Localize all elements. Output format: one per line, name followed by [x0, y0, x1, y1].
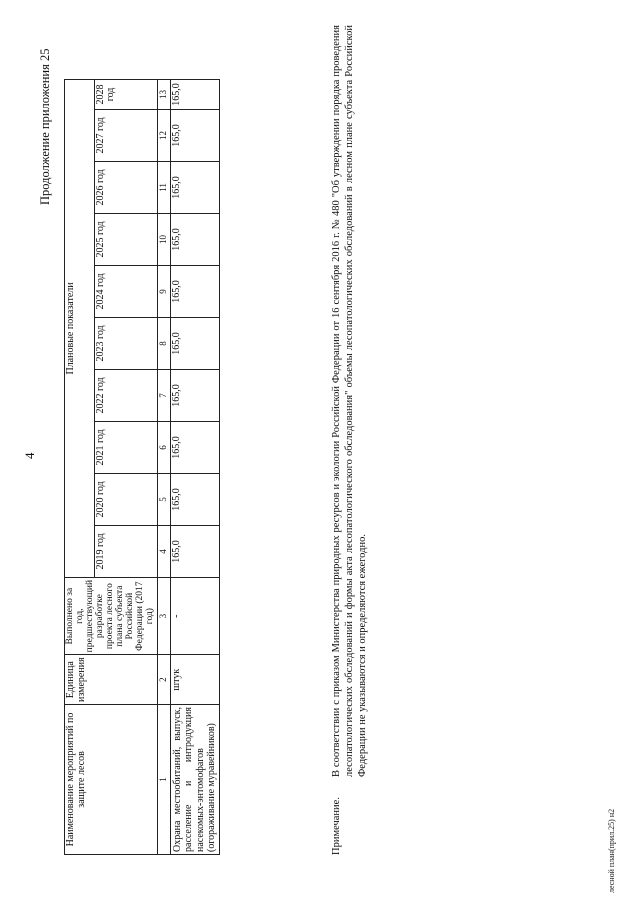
header-year: 2028 год [94, 79, 157, 109]
header-unit: Единица измерения [65, 655, 158, 705]
header-year: 2021 год [94, 421, 157, 473]
header-year: 2025 год [94, 213, 157, 265]
column-number: 12 [157, 109, 170, 161]
row-value: 165,0 [170, 161, 219, 213]
column-number: 2 [157, 655, 170, 705]
header-year: 2024 год [94, 265, 157, 317]
column-number: 10 [157, 213, 170, 265]
appendix-title: Продолжение приложения 25 [38, 48, 52, 205]
header-year: 2023 год [94, 317, 157, 369]
column-number: 4 [157, 525, 170, 577]
row-activity: Охрана местообитаний, выпуск, расселение и интродукция насекомых-энтомофагов (огораживание муравейников) [170, 705, 219, 855]
row-value: 165,0 [170, 213, 219, 265]
footer-code: лесной план(прил.25) н2 [607, 808, 616, 893]
column-number: 9 [157, 265, 170, 317]
forest-protection-table [64, 79, 220, 855]
row-value: 165,0 [170, 421, 219, 473]
page-number: 4 [22, 452, 37, 459]
row-unit: штук [170, 655, 219, 705]
column-number: 6 [157, 421, 170, 473]
column-number: 1 [157, 705, 170, 855]
column-number: 5 [157, 473, 170, 525]
column-number: 11 [157, 161, 170, 213]
column-number: 13 [157, 79, 170, 109]
header-year: 2027 год [94, 109, 157, 161]
row-performed: - [170, 577, 219, 654]
row-value: 165,0 [170, 79, 219, 109]
row-value: 165,0 [170, 525, 219, 577]
header-planned: Плановые показатели [65, 79, 95, 577]
table-row [170, 79, 219, 854]
row-value: 165,0 [170, 109, 219, 161]
note-block [330, 25, 369, 855]
header-year: 2020 год [94, 473, 157, 525]
header-activity: Наименование мероприятий по защите лесов [65, 705, 158, 855]
row-value: 165,0 [170, 317, 219, 369]
note-text: В соответствии с приказом Министерства природных ресурсов и экологии Российской Федерации от 16 сентября 2016 г. № 480 "Об утверждении порядка проведения лесопатологических обследований и формы акта лесопатологического обследования" объемы лесопатологических обследований в лесном плане субъекта Российской Федерации не указываются и определяются ежегодно. [331, 25, 369, 777]
header-year: 2019 год [94, 525, 157, 577]
header-year: 2026 год [94, 161, 157, 213]
column-number: 3 [157, 577, 170, 654]
row-value: 165,0 [170, 369, 219, 421]
note-label: Примечание. [331, 797, 342, 855]
row-value: 165,0 [170, 265, 219, 317]
column-number: 7 [157, 369, 170, 421]
header-year: 2022 год [94, 369, 157, 421]
row-value: 165,0 [170, 473, 219, 525]
header-performed: Выполнено за год, предшествующий разработке проекта лесного плана субъекта Российской Федерации (2017 год) [65, 577, 158, 654]
column-number-row [157, 79, 170, 854]
header-row [65, 79, 95, 854]
column-number: 8 [157, 317, 170, 369]
